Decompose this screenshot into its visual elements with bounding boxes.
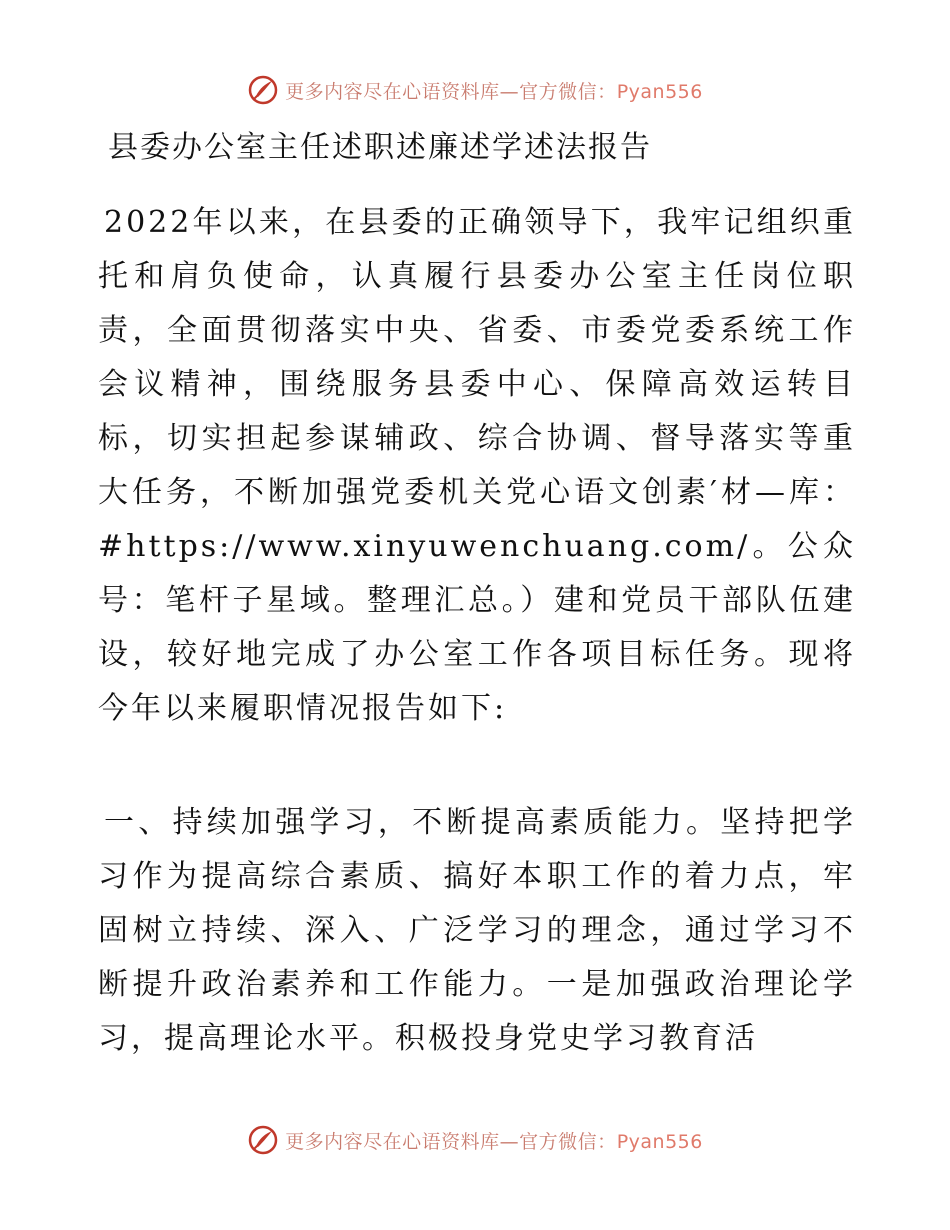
footer-watermark — [0, 1120, 950, 1160]
paragraph-section-one: 一、持续加强学习，不断提高素质能力。坚持把学习作为提高综合素质、搞好本职工作的着力点，牢固树立持续、深入、广泛学习的理念，通过学习不断提升政治素养和工作能力。一是加强政治理论学习，提高理论水平。积极投身党史学习教育活 — [98, 805, 856, 1056]
paragraph-intro: 2022年以来，在县委的正确领导下，我牢记组织重托和肩负使命，认真履行县委办公室主任岗位职责，全面贯彻落实中央、省委、市委党委系统工作会议精神，围绕服务县委中心、保障高效运转目标，切实担起参谋辅政、综合协调、督导落实等重大任务，不断加强党委机关党心语文创素′材—库：#https://www.xinyuwenchuang.com/。公众号：笔杆子星域。整理汇总。）建和党员干部队伍建设，较好地完成了办公室工作各项目标任务。现将今年以来履职情况报告如下: — [98, 205, 856, 726]
watermark-text: 更多内容尽在心语资料库—官方微信：Pyan556 — [285, 1130, 703, 1153]
watermark-text: 更多内容尽在心语资料库—官方微信：Pyan556 — [285, 80, 703, 103]
document-title: 县委办公室主任述职述廉述学述法报告 — [108, 130, 652, 165]
quill-seal-icon — [247, 74, 279, 106]
header-watermark — [0, 70, 950, 110]
quill-seal-icon — [247, 1124, 279, 1156]
